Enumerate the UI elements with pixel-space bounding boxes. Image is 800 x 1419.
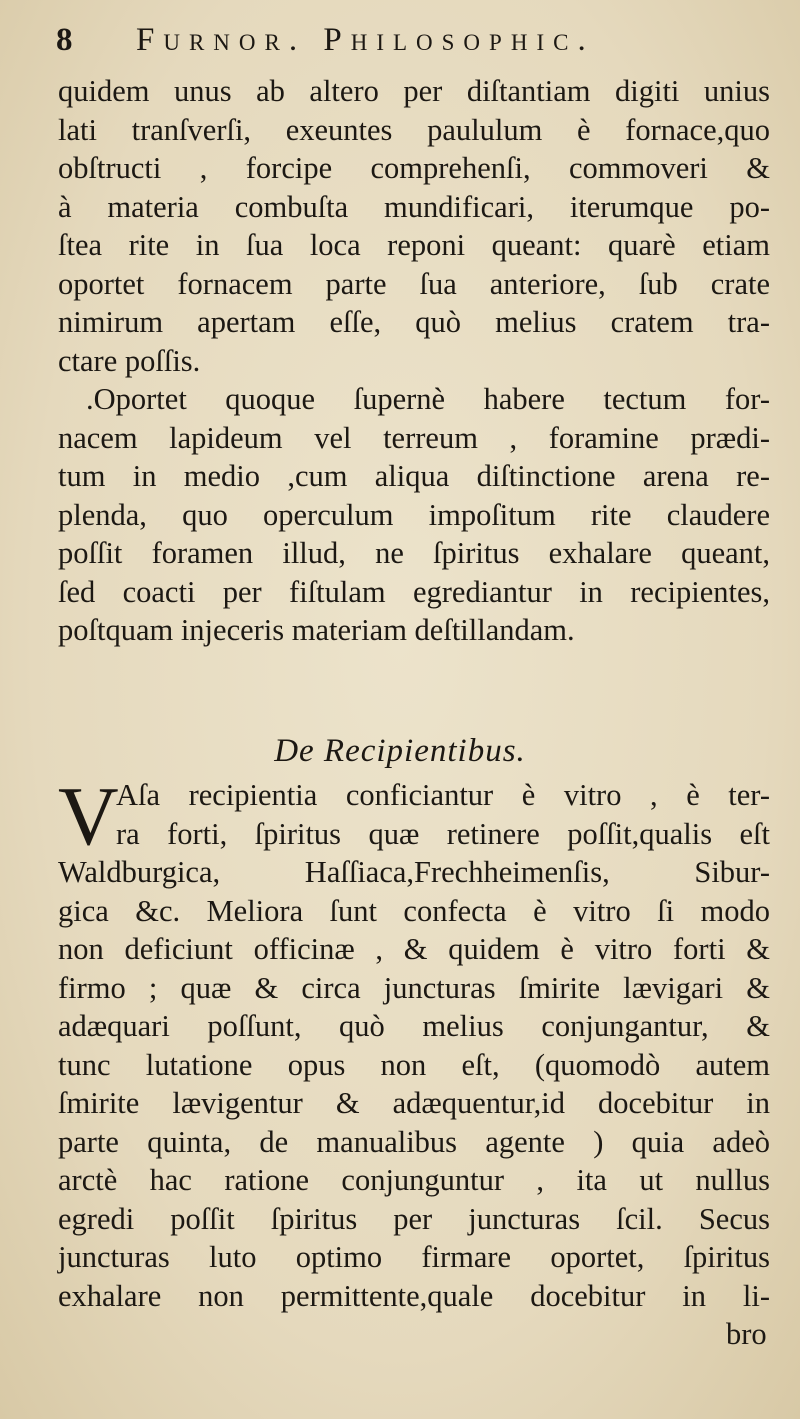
text-line: Aſa recipientia conficiantur è vitro , è ter-: [116, 778, 770, 812]
text-line: egredi poſſit ſpiritus per juncturas ſcil. Secus: [58, 1201, 770, 1236]
text-line: ra forti, ſpiritus quæ retinere poſſit,qualis eſt: [116, 816, 770, 851]
text-line: tum in medio ,cum aliqua diſtinctione arena re-: [58, 459, 770, 493]
paragraph-2: [58, 380, 770, 650]
text-line: exhalare non permittente,quale docebitur in li-: [58, 1278, 770, 1313]
text-line: ſed coacti per fiſtulam egrediantur in recipientes,: [58, 574, 770, 609]
text-line: bro: [726, 1317, 767, 1351]
page-number: 8: [56, 22, 73, 58]
text-line: arctè hac ratione conjunguntur , ita ut nullus: [58, 1163, 770, 1197]
text-line: ſmirite lævigentur & adæquentur,id docebitur in: [58, 1086, 770, 1120]
text-line: nacem lapideum vel terreum , foramine prædi-: [58, 420, 770, 455]
text-line: plenda, quo operculum impoſitum rite claudere: [58, 497, 770, 532]
text-line: oportet fornacem parte ſua anteriore, ſub crate: [58, 266, 770, 301]
text-line: nimirum apertam eſſe, quò melius cratem tra-: [58, 305, 770, 339]
text-line: non deficiunt officinæ , & quidem è vitro forti &: [58, 932, 770, 966]
drop-cap: V: [58, 770, 119, 863]
text-line: à materia combuſta mundificari, iterumque po-: [58, 189, 770, 224]
text-line: lati tranſverſi, exeuntes paululum è fornace,quo: [58, 112, 770, 147]
paragraph-3: [58, 770, 770, 1354]
section-heading: De Recipientibus.: [274, 733, 526, 769]
running-header: [56, 22, 776, 74]
text-line: quidem unus ab altero per diſtantiam digiti unius: [58, 74, 770, 108]
text-line: juncturas luto optimo firmare oportet, ſpiritus: [58, 1240, 770, 1274]
text-line: poſtquam injeceris materiam deſtillandam.: [58, 613, 575, 647]
text-line: ſtea rite in ſua loca reponi queant: quarè etiam: [58, 228, 770, 262]
text-line: .Oportet quoque ſupernè habere tectum for-: [86, 382, 770, 416]
text-line: ctare poſſis.: [58, 343, 201, 378]
text-line: obſtructi , forcipe comprehenſi, commoveri &: [58, 151, 770, 185]
text-line: gica &c. Meliora ſunt confecta è vitro ſi modo: [58, 893, 770, 928]
text-line: Waldburgica, Haſſiaca,Frechheimenſis, Sibur-: [58, 855, 770, 889]
text-line: adæquari poſſunt, quò melius conjungantur, &: [58, 1009, 770, 1043]
text-line: parte quinta, de manualibus agente ) quia adeò: [58, 1124, 770, 1159]
paragraph-1: [58, 72, 770, 380]
text-line: firmo ; quæ & circa juncturas ſmirite lævigari &: [58, 970, 770, 1005]
running-title: Furnor. Philosophic.: [136, 22, 595, 58]
text-line: tunc lutatione opus non eſt, (quomodò autem: [58, 1047, 770, 1082]
text-line: poſſit foramen illud, ne ſpiritus exhalare queant,: [58, 536, 770, 570]
